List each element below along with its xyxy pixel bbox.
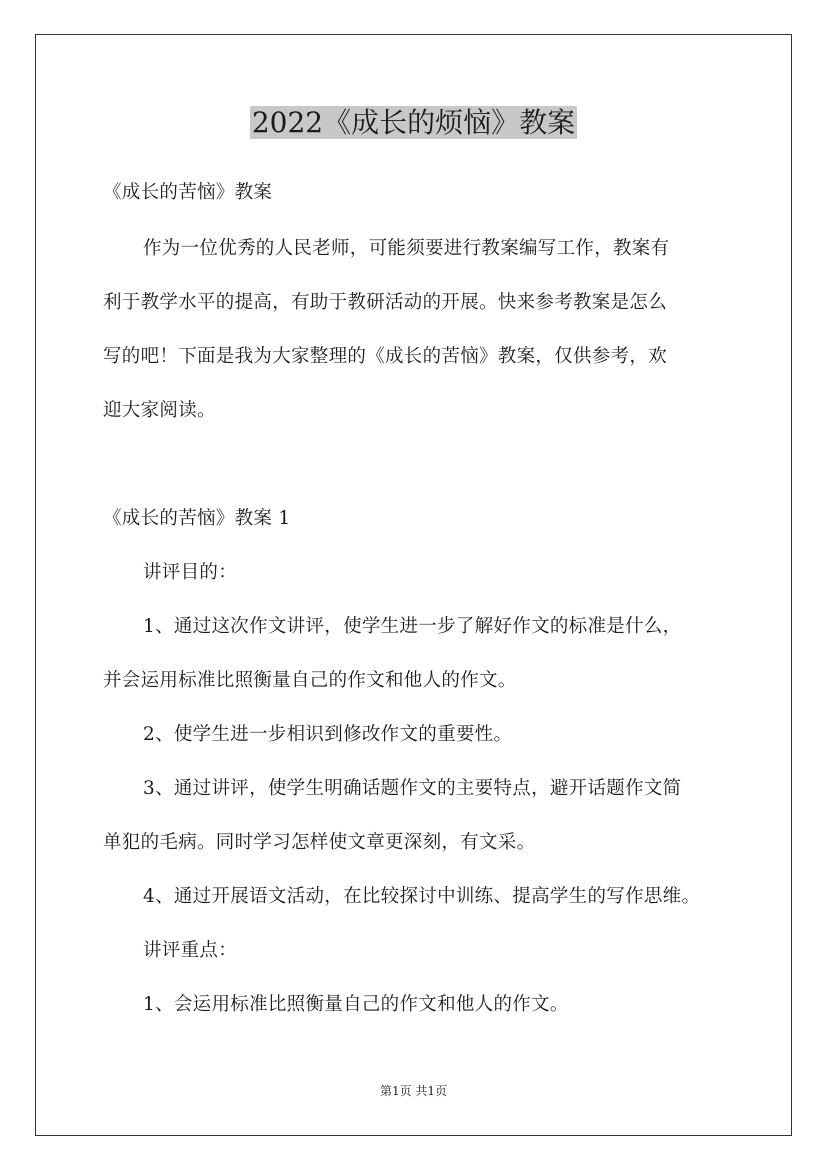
goal-item: 1、通过这次作文讲评，使学生进一步了解好作文的标准是什么， bbox=[143, 616, 682, 637]
intro-line: 利于教学水平的提高，有助于教研活动的开展。快来参考教案是怎么 bbox=[103, 292, 668, 313]
intro-line: 迎大家阅读。 bbox=[103, 400, 216, 421]
document-subtitle: 《成长的苦恼》教案 bbox=[103, 182, 273, 203]
goal-item-continuation: 单犯的毛病。同时学习怎样使文章更深刻，有文采。 bbox=[103, 832, 536, 853]
goal-item: 2、使学生进一步相识到修改作文的重要性。 bbox=[143, 724, 513, 745]
focus-heading: 讲评重点： bbox=[143, 940, 238, 961]
focus-item: 1、会运用标准比照衡量自己的作文和他人的作文。 bbox=[143, 994, 569, 1015]
goals-heading: 讲评目的： bbox=[143, 562, 238, 583]
document-title-text: 2022《成长的烦恼》教案 bbox=[251, 106, 576, 139]
section-heading: 《成长的苦恼》教案 1 bbox=[103, 508, 291, 529]
goal-item: 4、通过开展语文活动，在比较探讨中训练、提高学生的写作思维。 bbox=[143, 886, 701, 907]
intro-line: 写的吧！下面是我为大家整理的《成长的苦恼》教案，仅供参考，欢 bbox=[103, 346, 668, 367]
intro-line: 作为一位优秀的人民老师，可能须要进行教案编写工作，教案有 bbox=[143, 238, 670, 259]
goal-item-continuation: 并会运用标准比照衡量自己的作文和他人的作文。 bbox=[103, 670, 517, 691]
goal-item: 3、通过讲评，使学生明确话题作文的主要特点，避开话题作文简 bbox=[143, 778, 682, 799]
document-title bbox=[0, 104, 827, 142]
page-footer: 第1页 共1页 bbox=[379, 1084, 448, 1098]
